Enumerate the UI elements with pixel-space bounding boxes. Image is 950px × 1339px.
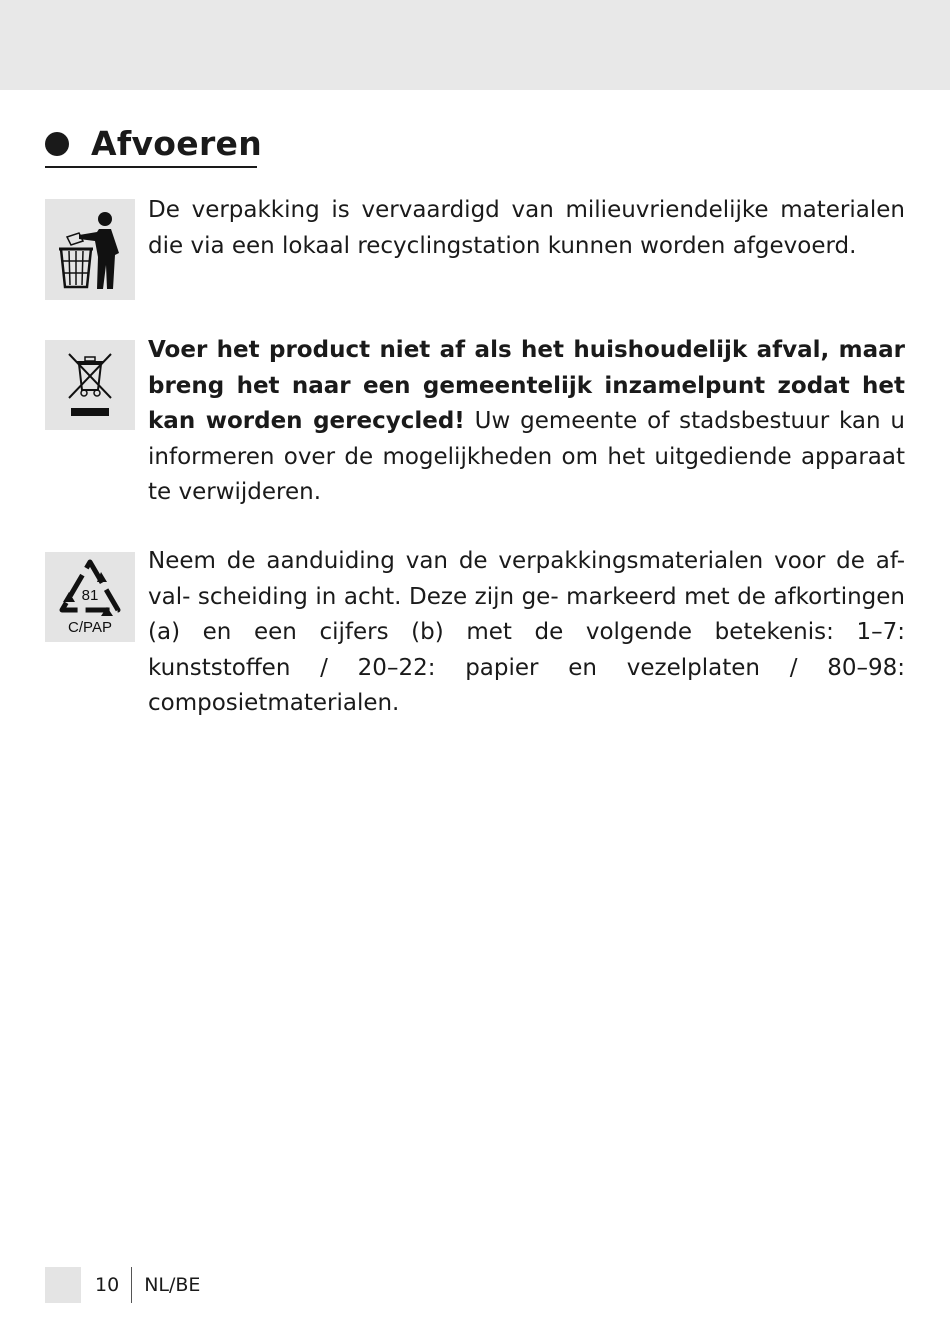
footer-tab: [45, 1267, 81, 1303]
tidyman-icon: [45, 199, 135, 300]
recycling-code-label: C/PAP: [68, 619, 112, 636]
bullet-icon: [45, 132, 69, 156]
heading-underline: [45, 166, 257, 168]
header-band: [0, 0, 950, 90]
section-heading: [45, 122, 262, 166]
footer-divider: [131, 1267, 132, 1303]
page-number: 10: [95, 1274, 120, 1296]
crossed-out-wheelie-bin-icon: [45, 340, 135, 430]
page-title: Afvoeren: [91, 124, 263, 163]
recycling-code-number: 81: [81, 587, 99, 604]
product-disposal-info: Uw gemeente of stadsbestuur kan u informeren over de mogelijkheden om het uitgediende apparaat te verwijderen.: [148, 408, 905, 505]
product-disposal-warning: Voer het product niet af als het huishoudelijk afval, maar breng het naar een gemeentelijk inzamelpunt zodat het kan worden gerecycled!: [148, 337, 905, 434]
language-code: NL/BE: [144, 1274, 201, 1296]
recycling-triangle-icon: [45, 552, 135, 642]
product-disposal-text: [148, 333, 905, 511]
packaging-codes-text: Neem de aanduiding van de verpakkingsmaterialen voor de af- val- scheiding in acht. Deze zijn ge- markeerd met de afkortingen (a) en een cijfers (b) met de volgende betekenis: 1–7: kunststoffen / 20–22: papier en vezelplaten / 80–98: composietmaterialen.: [148, 548, 905, 716]
page-footer: [45, 1267, 200, 1303]
packaging-disposal-text: De verpakking is vervaardigd van milieuvriendelijke materialen die via een lokaal recyclingstation kunnen worden afgevoerd.: [148, 197, 905, 259]
